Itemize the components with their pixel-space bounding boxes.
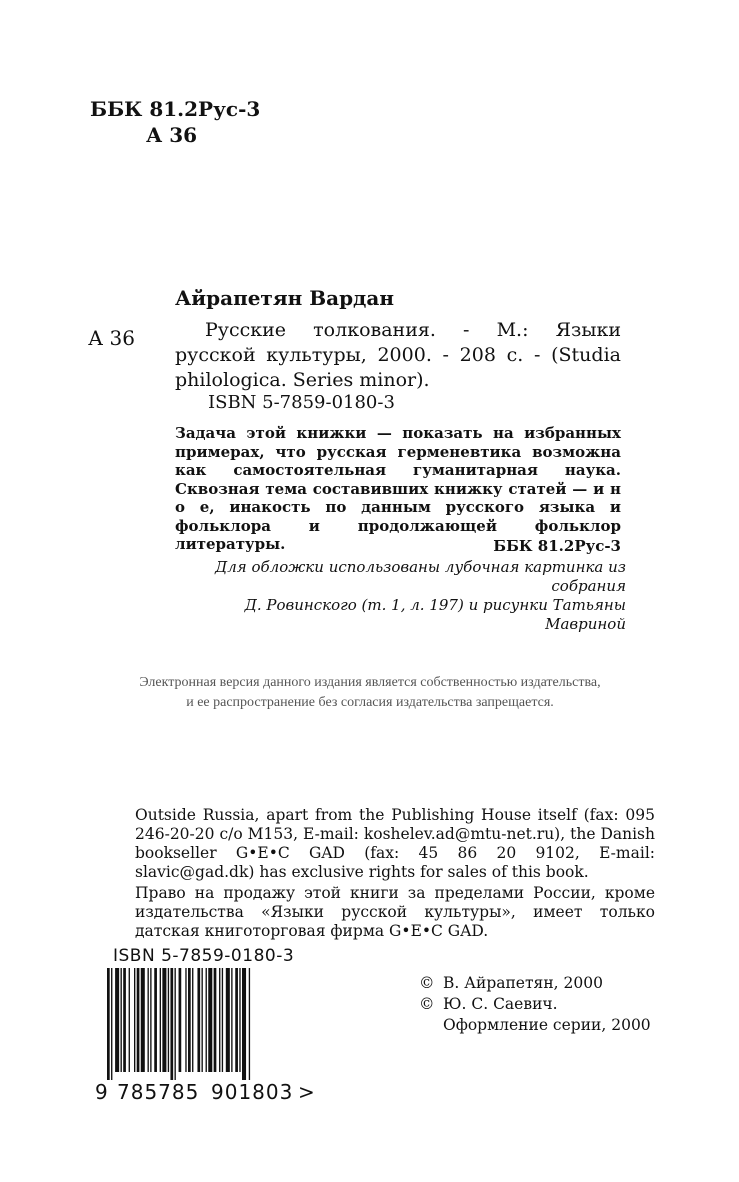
- barcode-bar: [162, 968, 166, 1072]
- barcode-bar: [123, 968, 126, 1072]
- barcode-bar: [239, 968, 240, 1072]
- bibliographic-citation: Русские толкования. - М.: Языки русской культуры, 2000. - 208 с. - (Studia philologica. Series minor).: [175, 319, 621, 391]
- barcode: [95, 946, 320, 1106]
- barcode-bar: [235, 968, 238, 1072]
- barcode-bar: [111, 968, 112, 1080]
- distribution-english: [135, 806, 655, 882]
- barcode-bar: [137, 968, 140, 1072]
- barcode-bar: [179, 968, 182, 1072]
- barcode-bar: [249, 968, 250, 1080]
- bbk-code: ББК 81.2Рус-3: [90, 97, 261, 121]
- copyright-icon: ©: [419, 974, 435, 992]
- electronic-notice-line1: Электронная версия данного издания является собственностью издательства,: [139, 675, 601, 690]
- barcode-bar: [168, 968, 169, 1072]
- copyright-block: [419, 973, 659, 1036]
- cover-note: [160, 558, 626, 634]
- barcode-bar: [160, 968, 161, 1072]
- bbk-header: [90, 96, 260, 148]
- distribution-english-text: Outside Russia, apart from the Publishing House itself (fax: 095 246-20-20 c/o M153, E-mail: koshelev.ad@mtu-net.ru), the Danish bookseller G•E•C GAD (fax: 45 86 20 9102, E-mail: slavic@gad.dk) has exclusive rights for sales of this book.: [135, 806, 655, 881]
- barcode-bar: [121, 968, 122, 1072]
- barcode-bar: [154, 968, 157, 1072]
- copyright-icon: ©: [419, 995, 435, 1013]
- bbk-code-bottom: ББК 81.2Рус-3: [493, 537, 621, 555]
- barcode-bar: [197, 968, 200, 1072]
- barcode-bar: [242, 968, 246, 1080]
- barcode-arrow: >: [298, 1080, 315, 1104]
- author-sign-index: А 36: [88, 326, 135, 350]
- barcode-bar: [214, 968, 217, 1072]
- author-sign: А 36: [146, 123, 198, 147]
- barcode-bar: [226, 968, 230, 1072]
- abstract: Задача этой книжки — показать на избранных примерах, что русская герменевтика возможна как самостоятельная гуманитарная наука. Сквозная тема составивших книжку статей — и н о е, инакость по данным русского языка и фольклора и продолжающей фольклор литературы.: [175, 424, 621, 553]
- distribution-russian: [135, 884, 655, 941]
- distribution-russian-text: Право на продажу этой книги за пределами России, кроме издательства «Языки русской культуры», имеет только датская книготорговая фирма G•E•C GAD.: [135, 884, 655, 940]
- barcode-bar: [222, 968, 223, 1072]
- barcode-bars: [95, 968, 305, 1080]
- electronic-notice-line2: и ее распространение без согласия издательства запрещается.: [186, 695, 554, 710]
- barcode-bar: [185, 968, 186, 1072]
- barcode-bar: [206, 968, 207, 1072]
- barcode-bar: [188, 968, 191, 1072]
- barcode-bar: [107, 968, 110, 1080]
- copyright-design: Ю. С. Саевич. Оформление серии, 2000: [443, 995, 651, 1034]
- cover-note-line1: Для обложки использованы лубочная картинка из собрания: [215, 558, 626, 595]
- barcode-bar: [134, 968, 135, 1072]
- author-name: Айрапетян Вардан: [175, 286, 394, 310]
- isbn: ISBN 5-7859-0180-3: [208, 392, 395, 413]
- barcode-bar: [115, 968, 119, 1072]
- barcode-bar: [170, 968, 173, 1080]
- barcode-bar: [202, 968, 203, 1072]
- copyright-author: В. Айрапетян, 2000: [443, 974, 603, 992]
- barcode-bar: [150, 968, 151, 1072]
- copyright-row: [419, 994, 659, 1036]
- barcode-bar: [148, 968, 149, 1072]
- electronic-notice: [100, 673, 640, 713]
- barcode-bar: [219, 968, 220, 1072]
- barcode-digits-left: 785785: [117, 1080, 200, 1104]
- barcode-bar: [141, 968, 145, 1072]
- cover-note-line2: Д. Ровинского (т. 1, л. 197) и рисунки Татьяны Мавриной: [244, 596, 626, 633]
- barcode-bar: [175, 968, 176, 1080]
- barcode-bar: [129, 968, 130, 1072]
- barcode-isbn-label: ISBN 5-7859-0180-3: [113, 946, 295, 966]
- barcode-bar: [192, 968, 193, 1072]
- barcode-digit-first: 9: [95, 1080, 108, 1104]
- barcode-digits-right: 901803: [211, 1080, 294, 1104]
- barcode-bar: [231, 968, 232, 1072]
- copyright-row: [419, 973, 659, 994]
- barcode-bar: [208, 968, 212, 1072]
